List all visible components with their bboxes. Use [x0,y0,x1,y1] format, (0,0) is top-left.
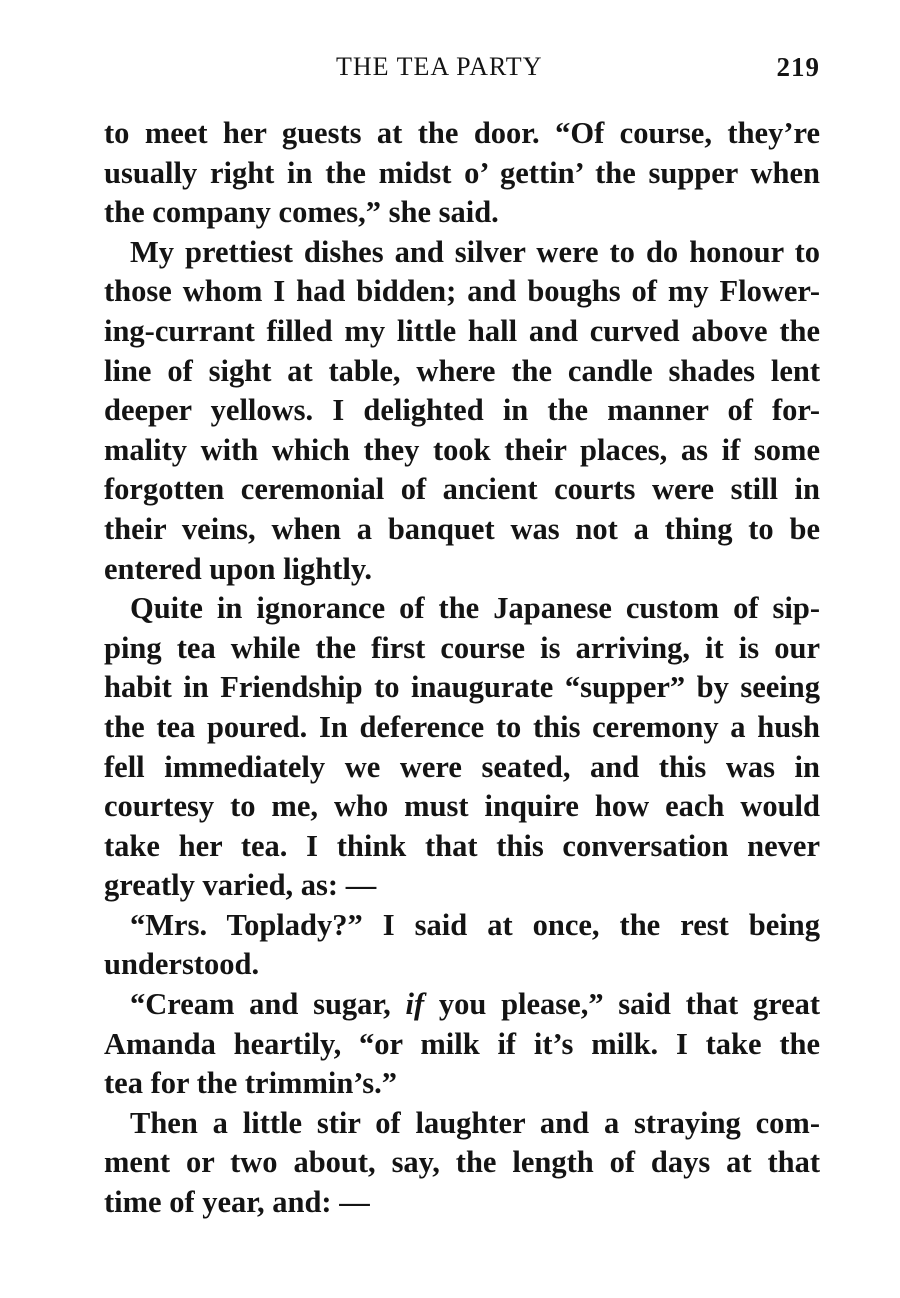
text-run: you please,” said that great [424,987,821,1022]
italic-word: if [405,987,425,1022]
text-line: fell immediately we were seated, and this was in [104,749,820,784]
text-line: habit in Friendship to inaugurate “supper” by seeing [104,670,820,705]
text-line: usually right in the midst o’ gettin’ the supper when [104,155,820,190]
text-line: tea for the trimmin’s.” [104,1066,398,1101]
paragraph-2 [104,233,820,589]
text-line: My prettiest dishes and silver were to do honour to [130,234,820,269]
text-line [104,985,820,1025]
text-line: ping tea while the first course is arriving, it is our [104,630,820,665]
paragraph-1 [104,114,820,233]
text-line: those whom I had bidden; and boughs of my Flower- [104,274,820,309]
text-line: Amanda heartily, “or milk if it’s milk. I take the [104,1026,820,1061]
paragraph-6 [104,1104,820,1223]
paragraph-5 [104,985,820,1104]
text-line: ing-currant filled my little hall and curved above the [104,313,820,348]
text-line: to meet her guests at the door. “Of course, they’re [104,116,820,150]
text-line: their veins, when a banquet was not a thing to be [104,511,820,546]
running-title: THE TEA PARTY [336,52,543,81]
text-line: deeper yellows. I delighted in the manner of for- [104,393,820,428]
text-line: Quite in ignorance of the Japanese custom of sip- [130,591,820,626]
text-line: the tea poured. In deference to this ceremony a hush [104,709,820,744]
text-line: greatly varied, as: — [104,868,377,903]
page-number: 219 [776,52,820,82]
text-line: ment or two about, say, the length of days at that [104,1145,820,1180]
paragraph-3 [104,589,820,906]
text-line: take her tea. I think that this conversation never [104,828,820,863]
text-line: entered upon lightly. [104,551,373,586]
text-line: courtesy to me, who must inquire how each would [104,789,820,824]
text-line: time of year, and: — [104,1185,370,1220]
text-line: line of sight at table, where the candle shades lent [104,353,820,388]
paragraph-4 [104,906,820,985]
text-line: “Mrs. Toplady?” I said at once, the rest being [130,907,820,942]
text-run: “Cream and sugar, [130,987,406,1022]
book-page [104,52,820,1223]
text-line: forgotten ceremonial of ancient courts were still in [104,472,820,507]
body-text [104,114,820,1223]
running-head [104,52,820,92]
text-line: mality with which they took their places, as if some [104,432,820,467]
text-line: Then a little stir of laughter and a straying com- [130,1105,820,1140]
text-line: understood. [104,947,260,982]
text-line: the company comes,” she said. [104,195,499,230]
